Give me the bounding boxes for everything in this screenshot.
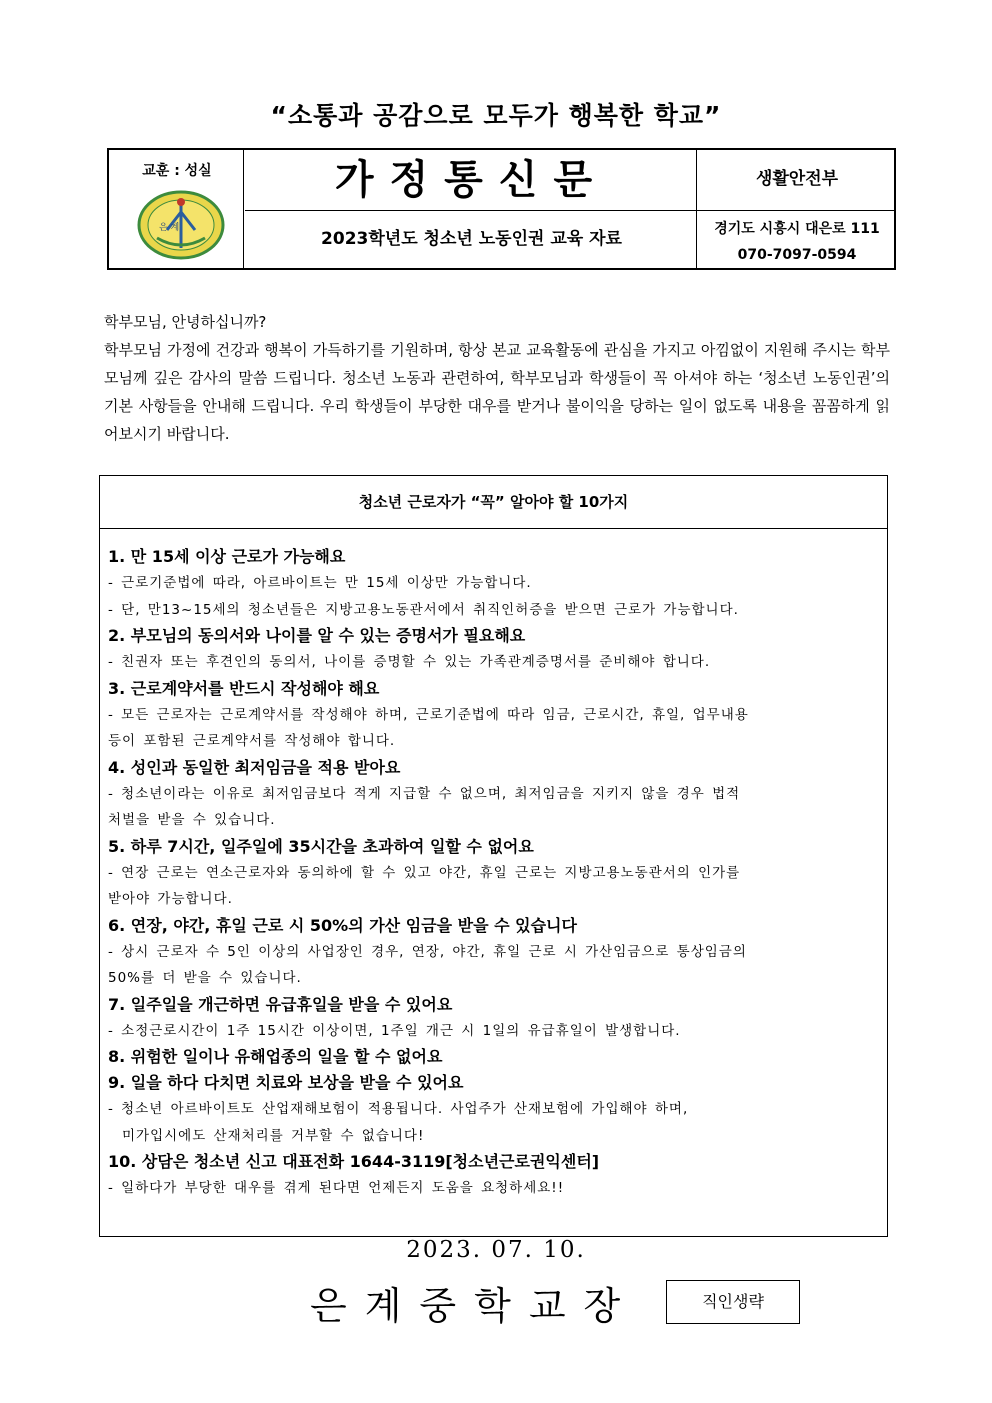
notice-list [100, 529, 887, 1202]
notice-item-text: - 근로기준법에 따라, 아르바이트는 만 15세 이상만 가능합니다. [108, 575, 532, 591]
department-name: 생활안전부 [755, 169, 839, 189]
notice-item-text: - 상시 근로자 수 5인 이상의 사업장인 경우, 연장, 야간, 휴일 근로 시 가산임금으로 통상임금의 [108, 943, 747, 960]
school-emblem-icon [137, 190, 225, 260]
notice-item-text: 처벌을 받을 수 있습니다. [108, 812, 276, 828]
notice-item-heading: 1. 만 15세 이상 근로가 가능해요 [108, 547, 346, 566]
notice-item-heading: 5. 하루 7시간, 일주일에 35시간을 초과하여 일할 수 없어요 [108, 836, 534, 856]
notice-item-text: - 단, 만13~15세의 청소년들은 지방고용노동관서에서 취직인허증을 받으면 근로가 가능합니다. [108, 601, 739, 618]
notice-item-heading: 6. 연장, 야간, 휴일 근로 시 50%의 가산 임금을 받을 수 있습니다 [108, 915, 577, 935]
school-motto-banner: “소통과 공감으로 모두가 행복한 학교” [270, 101, 722, 130]
notice-item-text: 받아야 가능합니다. [108, 891, 233, 907]
emblem-text: 은 계 [159, 223, 180, 233]
notice-item-heading: 4. 성인과 동일한 최저임금을 적용 받아요 [108, 757, 401, 777]
contact-info [698, 216, 896, 268]
notice-item-heading: 10. 상담은 청소년 신고 대표전화 1644-3119[청소년근로권익센터] [108, 1152, 600, 1171]
notice-item-text: - 모든 근로자는 근로계약서를 작성해야 하며, 근로기준법에 따라 임금, 근로시간, 휴일, 업무내용 [108, 706, 749, 723]
school-phone: 070-7097-0594 [737, 247, 857, 263]
principal-signature: 은계중학교장 [310, 1284, 639, 1328]
notice-item-text: - 청소년 아르바이트도 산업재해보험이 적용됩니다. 사업주가 산재보험에 가입해야 하며, [108, 1101, 689, 1117]
newsletter-header [107, 148, 896, 270]
seal-omitted-stamp: 직인생략 [666, 1280, 800, 1324]
notice-item-text: - 소정근로시간이 1주 15시간 이상이면, 1주일 개근 시 1일의 유급휴일이 발생합니다. [108, 1022, 681, 1039]
notice-item-text: 등이 포함된 근로계약서를 작성해야 합니다. [108, 733, 396, 749]
notice-item-text: 미가입시에도 산재처리를 거부할 수 없습니다! [122, 1127, 425, 1144]
notice-title: 청소년 근로자가 “꼭” 알아야 할 10가지 [100, 476, 887, 529]
notice-item-heading: 8. 위험한 일이나 유해업종의 일을 할 수 없어요 [108, 1047, 443, 1066]
notice-item-heading: 9. 일을 하다 다치면 치료와 보상을 받을 수 있어요 [108, 1073, 464, 1092]
notice-item-heading: 2. 부모님의 동의서와 나이를 알 수 있는 증명서가 필요해요 [108, 626, 526, 645]
greeting: 학부모님, 안녕하십니까? [104, 313, 267, 331]
school-creed: 교훈 : 성실 [142, 163, 212, 179]
school-address: 경기도 시흥시 대은로 111 [714, 221, 880, 237]
notice-item-text: 50%를 더 받을 수 있습니다. [108, 970, 302, 986]
newsletter-title: 가정통신문 [334, 157, 609, 203]
intro-letter [104, 308, 890, 448]
notice-box [99, 475, 888, 1237]
newsletter-subtitle: 2023학년도 청소년 노동인권 교육 자료 [321, 229, 622, 249]
notice-item-heading: 7. 일주일을 개근하면 유급휴일을 받을 수 있어요 [108, 994, 453, 1014]
notice-item-text: - 친권자 또는 후견인의 동의서, 나이를 증명할 수 있는 가족관계증명서를 준비해야 합니다. [108, 654, 711, 670]
notice-item-text: - 연장 근로는 연소근로자와 동의하에 할 수 있고 야간, 휴일 근로는 지방고용노동관서의 인가를 [108, 864, 741, 881]
notice-item-text: - 일하다가 부당한 대우를 겪게 된다면 언제든지 도움을 요청하세요!! [108, 1180, 565, 1196]
issue-date: 2023. 07. 10. [406, 1237, 586, 1263]
motto-cell [109, 150, 245, 268]
notice-item-heading: 3. 근로계약서를 반드시 작성해야 해요 [108, 678, 380, 698]
notice-item-text: - 청소년이라는 이유로 최저임금보다 적게 지급할 수 없으며, 최저임금을 지키지 않을 경우 법적 [108, 785, 741, 802]
intro-body: 학부모님 가정에 건강과 행복이 가득하기를 기원하며, 항상 본교 교육활동에 관심을 가지고 아낌없이 지원해 주시는 학부모님께 깊은 감사의 말씀 드립니다. 청소년 노동과 관련하여, 학부모님과 학생들이 꼭 아셔야 하는 ‘청소년 노동인권’의 기본 사항들을 안내해 드립니다. 우리 학생들이 부당한 대우를 받거나 불이익을 당하는 일이 없도록 내용을 꼼꼼하게 읽어보시기 바랍니다. [104, 341, 890, 443]
